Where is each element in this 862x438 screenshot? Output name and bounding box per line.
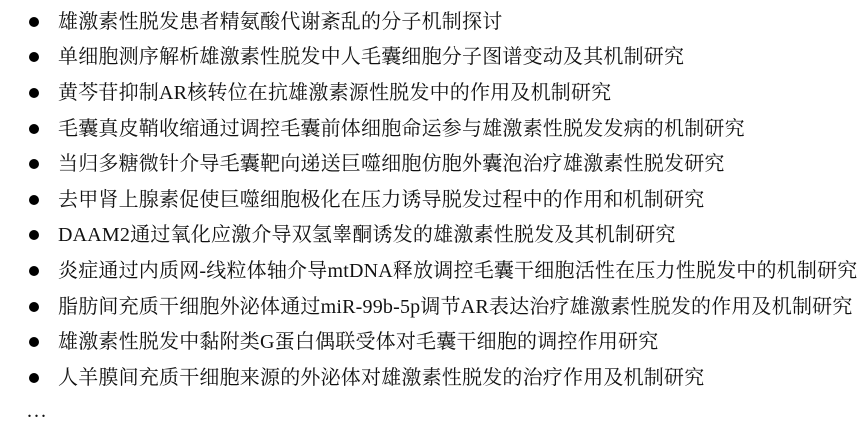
bullet-icon xyxy=(29,88,39,98)
list-item xyxy=(0,360,862,396)
bullet-icon xyxy=(29,52,39,62)
bullet-icon xyxy=(29,230,39,240)
list-item-text: 脂肪间充质干细胞外泌体通过miR-99b-5p调节AR表达治疗雄激素性脱发的作用及机制研究 xyxy=(58,295,853,318)
list-item-text: DAAM2通过氧化应激介导双氢睾酮诱发的雄激素性脱发及其机制研究 xyxy=(58,224,676,247)
list-item xyxy=(0,218,862,254)
list-item-text: 黄芩苷抑制AR核转位在抗雄激素源性脱发中的作用及机制研究 xyxy=(58,81,612,104)
list-item xyxy=(0,324,862,360)
list-item xyxy=(0,111,862,147)
ellipsis-text: ... xyxy=(27,399,48,422)
bullet-icon xyxy=(29,159,39,169)
bullet-icon xyxy=(29,302,39,312)
list-item-text: 毛囊真皮鞘收缩通过调控毛囊前体细胞命运参与雄激素性脱发发病的机制研究 xyxy=(58,117,745,140)
list-item xyxy=(0,146,862,182)
ellipsis-more-indicator xyxy=(0,396,862,426)
bullet-icon xyxy=(29,17,39,27)
list-item xyxy=(0,4,862,40)
bullet-icon xyxy=(29,266,39,276)
list-item-text: 当归多糖微针介导毛囊靶向递送巨噬细胞仿胞外囊泡治疗雄激素性脱发研究 xyxy=(58,153,725,176)
bullet-icon xyxy=(29,373,39,383)
bullet-icon xyxy=(29,337,39,347)
list-item-text: 雄激素性脱发中黏附类G蛋白偶联受体对毛囊干细胞的调控作用研究 xyxy=(58,331,659,354)
list-item-text: 雄激素性脱发患者精氨酸代谢紊乱的分子机制探讨 xyxy=(58,10,503,33)
list-item-text: 炎症通过内质网-线粒体轴介导mtDNA释放调控毛囊干细胞活性在压力性脱发中的机制研究 xyxy=(58,259,858,282)
bullet-icon xyxy=(29,124,39,134)
title-list xyxy=(0,4,862,396)
list-item xyxy=(0,75,862,111)
list-item xyxy=(0,289,862,325)
list-item-text: 去甲肾上腺素促使巨噬细胞极化在压力诱导脱发过程中的作用和机制研究 xyxy=(58,188,705,211)
list-item-text: 人羊膜间充质干细胞来源的外泌体对雄激素性脱发的治疗作用及机制研究 xyxy=(58,366,705,389)
bullet-icon xyxy=(29,195,39,205)
list-item-text: 单细胞测序解析雄激素性脱发中人毛囊细胞分子图谱变动及其机制研究 xyxy=(58,46,685,69)
list-item xyxy=(0,253,862,289)
list-item xyxy=(0,40,862,76)
list-item xyxy=(0,182,862,218)
